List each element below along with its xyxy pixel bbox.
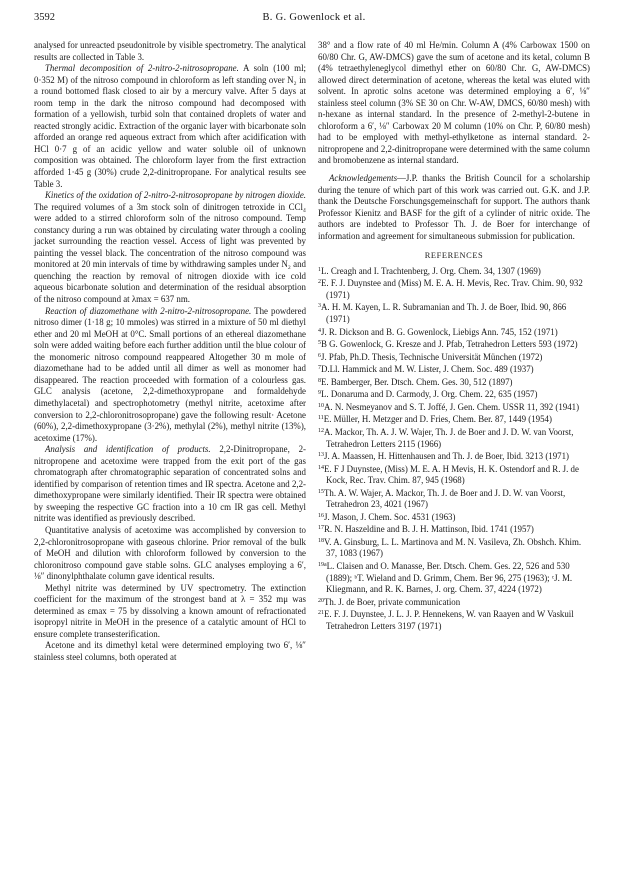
reference-text: E. Bamberger, Ber. Dtsch. Chem. Ges. 30, 512 (1897) <box>321 376 513 387</box>
reference-item <box>318 413 590 426</box>
reference-number: 6 <box>318 352 321 359</box>
reference-number: 8 <box>318 377 321 384</box>
reference-item <box>318 523 590 536</box>
reference-text: L. Creagh and I. Trachtenberg, J. Org. Chem. 34, 1307 (1969) <box>321 265 541 276</box>
reference-item <box>318 376 590 389</box>
reference-text: J. Pfab, Ph.D. Thesis, Technische Universität München (1972) <box>321 351 543 362</box>
reference-text: J. A. Maassen, H. Hittenhausen and Th. J. de Boer, Ibid. 3213 (1971) <box>324 451 569 462</box>
paragraph-text: 38° and a flow rate of 40 ml He/min. Column A (4% Carbowax 1500 on 60/80 Chr. G, AW-DMCS) gave the sum of acetone and its ketal, column B (4% tetraethyleneglycol dimethyl ether on 60/80 Chr. G, AW-DMCS) allowed direct determination of acetone, whereas the ketal was eluted with solvent. In aprotic solns acetone was determined employing a 6′, ⅛″ stainless steel column (3% SE 30 on Chr. W-AW, DMCS, 60/80 mesh) with n-hexane as internal standard. In the presence of 2-methyl-2-butene in chloroform a 6′, ⅛″ Carbowax 20 M column (10% on Chr. P, 60/80 mesh) had to be employed with methyl-ethylketone as internal standard. 2-nitropropene and 2,2-dinitropropane were determined with the same column and bromobenzene as internal standard. <box>318 40 590 166</box>
reference-item <box>318 265 590 278</box>
reference-number: 5 <box>318 340 321 347</box>
reference-number: 10 <box>318 402 324 409</box>
reference-number: 7 <box>318 365 321 372</box>
reference-item <box>318 326 590 339</box>
reference-item <box>318 511 590 524</box>
paragraph <box>34 583 306 641</box>
reference-text: L. Donaruma and D. Carmody, J. Org. Chem. 22, 635 (1957) <box>321 389 538 400</box>
reference-text: Th. J. de Boer, private communication <box>324 596 461 607</box>
page-header <box>34 12 594 26</box>
paragraph-heading: Acknowledgements <box>329 173 398 184</box>
reference-number: 11 <box>318 415 324 422</box>
page-number: 3592 <box>34 12 55 23</box>
paragraph <box>34 40 306 63</box>
reference-number: 15 <box>318 488 324 495</box>
reference-text: J. Mason, J. Chem. Soc. 4531 (1963) <box>324 511 456 522</box>
reference-text: A. N. Nesmeyanov and S. T. Joffé, J. Gen. Chem. USSR 11, 392 (1941) <box>324 401 580 412</box>
reference-item <box>318 596 590 609</box>
reference-text: D.Ll. Hammick and M. W. Lister, J. Chem. Soc. 489 (1937) <box>321 364 534 375</box>
reference-text: B G. Gowenlock, G. Kresze and J. Pfab, Tetrahedron Letters 593 (1972) <box>321 339 578 350</box>
reference-text: E. Müller, H. Metzger and D. Fries, Chem. Ber. 87, 1449 (1954) <box>323 414 552 425</box>
reference-number: 4 <box>318 327 321 334</box>
reference-number: 19a <box>318 561 327 568</box>
reference-number: 9 <box>318 390 321 397</box>
references-heading: REFERENCES <box>424 251 484 261</box>
paragraph-heading: Kinetics of the oxidation of 2-nitro-2-nitrosopropane by nitrogen dioxide. <box>45 190 306 201</box>
reference-item <box>318 536 590 560</box>
reference-text: L. Claisen and O. Manasse, Ber. Dtsch. Chem. Ges. 22, 526 and 530 (1889); ᵇT. Wieland and D. Grimm, Chem. Ber 96, 275 (1963); ᶜJ. M. Kliegmann, and R. K. Barnes, J. org. Chem. 37, 4224 (1972) <box>326 560 573 595</box>
reference-number: 21 <box>318 610 324 617</box>
reference-item <box>318 301 590 325</box>
paragraph-text: The required volumes of a 3m stock soln of dinitrogen tetroxide in CCl₄ were added to a stirred chloroform soln of the nitroso compound. Temp constancy during a run was obtained by circulating water through a cooling jacket surrounding the reaction vessel. Access of light was prevented by painting the vessel black. The concentration of the nitroso compound was monitored at 20 min intervals of time by withdrawing samples under N₂ and quenching the reaction by removal of nitrogen dioxide with ice cold aqueous bicarbonate solution and determination of the residual absorption of the nitroso compound at λmax = 637 nm. <box>34 201 306 305</box>
paragraph-text: Acetone and its dimethyl ketal were determined employing two 6′, ⅛″ stainless steel columns, both operated at <box>34 640 306 662</box>
paragraph-text: analysed for unreacted pseudonitrole by visible spectrometry. The analytical results are collected in Table 3. <box>34 40 306 62</box>
paragraph-text: —J.P. thanks the British Council for a scholarship during the tenure of which part of this work was carried out. G.K. and J.P. thank the Deutsche Forschungsgemeinschaft for support. The authors thank Professor Kienitz and BASF for the gift of a cylinder of nitric oxide. The authors are indebted to Professor Th. J. de Boer for interchange of information and agreement for simultaneous submission for publication. <box>318 173 590 241</box>
spacer <box>318 242 590 248</box>
reference-text: E. F J Duynstee, (Miss) M. E. A. H Mevis, H. K. Ostendorf and R. J. de Kock, Rec. Trav. Chim. 87, 945 (1968) <box>324 463 579 486</box>
paragraph-text: Methyl nitrite was determined by UV spectrometry. The extinction coefficient for the maximum of the strongest band at λ = 352 mμ was determined as εmax = 75 by dissolving a known amount of refractionated isopropyl nitrite in MeOH in the presence of a catalytic amount of HCl to ensure complete transesterification. <box>34 582 306 639</box>
reference-number: 17 <box>318 525 324 532</box>
paragraph-text: The powdered nitroso dimer (1·18 g; 10 mmoles) was stirred in a mixture of 50 ml diethyl ether and 20 ml MeOH at 0°C. Small portions of an ethereal diazomethane soln were added waiting before each further addition until the blue colour of the monomeric nitroso compound reappeared Altogether 30 m mole of diazomethane had to be added until all dimer as well as monomer had disappeared. The reaction proceeded with formation of a colourless gas. GLC analysis (acetone, 2,2-dimethoxypropane and formaldehyde dimethylacetal) and spectrophotometry (methyl nitrite, acetoxime after conversion to 2,2-chloronitrosopropane) gave the following result· Acetone (60%), 2,2-dimethoxypropane (3·2%), methylal (2%), methyl nitrite (13%), acetoxime (17%). <box>34 305 307 443</box>
reference-item <box>318 388 590 401</box>
reference-number: 2 <box>318 279 321 286</box>
reference-item <box>318 351 590 364</box>
reference-item <box>318 363 590 376</box>
paragraph <box>34 444 306 525</box>
reference-item <box>318 338 590 351</box>
paragraph <box>34 525 306 583</box>
paragraph-heading: Thermal decomposition of 2-nitro-2-nitrosopropane. <box>45 63 239 74</box>
reference-item <box>318 450 590 463</box>
reference-number: 12 <box>318 427 324 434</box>
reference-number: 1 <box>318 266 321 273</box>
paragraph-text: A soln (100 ml; 0·352 M) of the nitroso compound in chloroform as left standing over N₂ in a round bottomed flask closed to air by a mercury valve. After 5 days at room temp in the dark the nitroso compound had decomposed with formation of a yellowish, turbid soln that contained droplets of water and reacted strongly acidic. Extraction of the organic layer with bicarbonate soln afforded an orange red aqueous extract from which after acidification with HCl 0·7 g of an acidic yellow and water soluble oil of unknown composition was obtained. The chloroform layer from the first extraction afforded 1·45 g (30%) crude 2,2-dinitropropane. For analytical results see Table 3. <box>34 63 306 189</box>
reference-number: 18 <box>318 537 324 544</box>
reference-item <box>318 277 590 301</box>
reference-number: 20 <box>318 597 324 604</box>
reference-item <box>318 426 590 450</box>
paragraph <box>318 40 590 167</box>
paragraph <box>34 190 306 305</box>
reference-number: 13 <box>318 452 324 459</box>
running-head: B. G. Gowenlock et al. <box>262 12 366 23</box>
paragraph <box>318 173 590 242</box>
reference-item <box>318 401 590 414</box>
paragraph <box>34 306 306 445</box>
paragraph-text: 2,2-Dinitropropane, 2-nitropropene and acetoxime were trapped from the exit port of the gas chromatograph after chromatographic separation of concentrated solns and identified by comparison of retention times and IR spectra. Acetone and 2,2-dimethoxypropane were similarly identified. Their IR spectra were obtained by sweeping the respective GC fraction into a 10 cm IR gas cell. Methyl nitrite was identified as previously described. <box>34 444 306 524</box>
reference-text: A. H. M. Kayen, L. R. Subramanian and Th. J. de Boer, Ibid. 90, 866 (1971) <box>321 302 567 325</box>
reference-text: E. F. J. Duynstee, J. L. J. P. Hennekens, W. van Raayen and W Vaskuil Tetrahedron Letters 3197 (1971) <box>324 609 574 631</box>
paragraph <box>34 63 306 190</box>
reference-number: 3 <box>318 303 321 310</box>
paragraph-text: Quantitative analysis of acetoxime was accomplished by conversion to 2,2-chloronitrosopropane with gaseous chlorine. Prior removal of the bulk of MeOH and dilution with chloroform followed by conversion to the chloronitroso compound gave stable solns. GLC analyses employing a 6′, ⅛″ dinonylphthalate column gave identical results. <box>34 524 306 582</box>
paragraph <box>34 640 306 663</box>
paragraph-heading: Analysis and identification of products. <box>45 444 211 455</box>
reference-text: A. Mackor, Th. A. J. W. Wajer, Th. J. de Boer and J. D. W. van Voorst, Tetrahedron Letters 2115 (1966) <box>324 426 574 449</box>
right-column <box>318 40 590 632</box>
reference-item <box>318 487 590 511</box>
reference-text: R. N. Haszeldine and B. J. H. Mattinson, Ibid. 1741 (1957) <box>324 524 534 535</box>
paragraph-heading: Reaction of diazomethane with 2-nitro-2-nitrosopropane. <box>45 305 252 316</box>
reference-text: V. A. Ginsburg, L. L. Martinova and M. N. Vasileva, Zh. Obshch. Khim. 37, 1083 (1967) <box>324 536 582 559</box>
reference-number: 14 <box>318 464 324 471</box>
reference-text: J. R. Dickson and B. G. Gowenlock, Liebigs Ann. 745, 152 (1971) <box>321 326 558 337</box>
left-column <box>34 40 306 664</box>
reference-item <box>318 463 590 487</box>
reference-number: 16 <box>318 512 324 519</box>
reference-item <box>318 608 590 632</box>
reference-item <box>318 560 590 596</box>
reference-text: Th. A. W. Wajer, A. Mackor, Th. J. de Boer and J. D. W. van Voorst, Tetrahedron 23, 4021 (1967) <box>324 487 566 510</box>
reference-text: E. F. J. Duynstee and (Miss) M. E. A. H. Mevis, Rec. Trav. Chim. 90, 932 (1971) <box>321 278 583 300</box>
